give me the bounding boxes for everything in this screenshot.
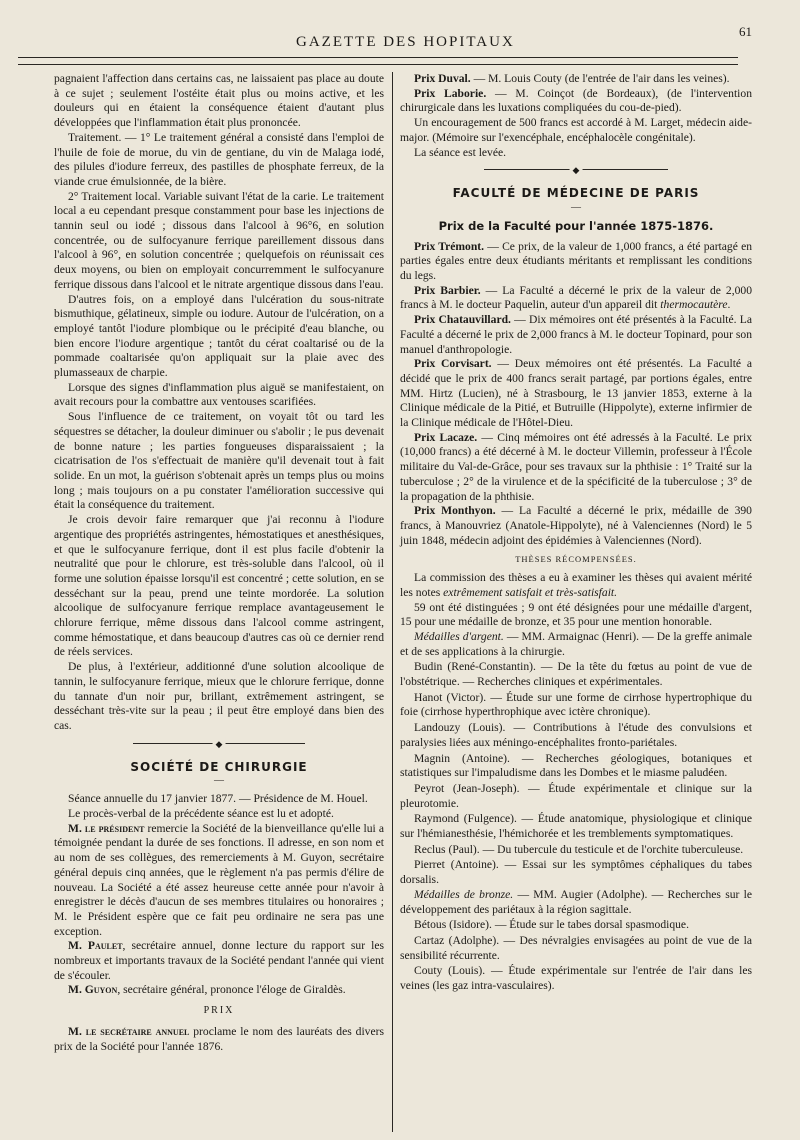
prix-chatauvillard [400,313,752,357]
theses-label: THÈSES RÉCOMPENSÉES. [515,554,637,565]
title-dash: — [214,775,224,787]
prize-name: Prix Trémont. [414,239,485,253]
prix-barbier [400,284,752,313]
medal-text: — MM. Augier (Adolphe). — Recherches sur le développement des pariétaux à la région sagittale. [400,887,752,916]
list-item: Bétous (Isidore). — Étude sur le tabes dorsal spasmodique. [414,918,689,932]
prix-tremont [400,240,752,284]
prize-text: — Cinq mémoires ont été adressés à la Faculté. Le prix (10,000 francs) a été décerné à M. le docteur Villemin, professeur à l'École militaire du Val-de-Grâce, pour ses travaux sur la phthisie : 1° Traité sur la tuberculose ; 2° de la virulence et de la spécificité de la tuberculose ; 3° de la propagation de la phthisie. [400,430,753,503]
medal-label: Médailles d'argent. [414,629,504,643]
prize-name: Prix Laborie. [414,86,487,100]
paragraph: Lorsque des signes d'inflammation plus aiguë se manifestaient, on avait recours pour la combattre aux ventouses scarifiées. [54,380,384,409]
speaker-text: proclame le nom des lauréats des divers prix de la Société pour l'année 1876. [54,1024,384,1053]
list-item: Magnin (Antoine). — Recherches géologiques, botaniques et statistiques sur l'impaludisme dans les Dombes et le miasme paludéen. [400,751,752,780]
paragraph: De plus, à l'extérieur, additionné d'une solution alcoolique de tannin, le sulfocyanure ferrique, mieux que le chlorure ferrique, donne du tannate d'un noir pur, brillant, extrêmement astringent, se desséchant très-vite sur la peau ; il peut être employé dans bien des cas. [54,660,384,732]
left-column [54,72,384,1054]
list-item: Couty (Louis). — Étude expérimentale sur l'entrée de l'air dans les veines (les gaz intra-vasculaires). [400,964,752,993]
prize-text: — La Faculté a décerné le prix, médaille de 390 francs, à Manouvriez (Anatole-Hippolyte), né à Valenciennes (Nord) le 5 juin 1848, médecin adjoint des épidémies à Valenciennes (Nord). [400,504,752,547]
medal-label: Médailles de bronze. [414,887,514,901]
list-item: Peyrot (Jean-Joseph). — Étude expérimentale et clinique sur la pleurotomie. [400,781,752,810]
prix-laborie [400,87,752,116]
paulet-paragraph [54,939,384,983]
speaker-name: M. Guyon [68,983,118,997]
list-item: Hanot (Victor). — Étude sur une forme de cirrhose hypertrophique du foie (cirrhose hyperthrophique avec ictère chronique). [400,690,752,719]
guyon-paragraph [54,983,384,998]
speaker-text: remercie la Société de la bienveillance qu'elle lui a témoignée pendant la durée de ses fonctions. Il adresse, en son nom et au nom de ses collègues, des remerciements à M. Guyon, secrétaire général depuis cinq années, que le règlement n'a pas permis d'élire de nouveau. La Société a été assez heureuse cette année pour n'avoir à enregistrer le décès d'aucun de ses membres titulaires ou honoraires ; M. le Président espère que ce fait peu ordinaire ne sera pas une exception. [54,821,384,938]
list-item: Reclus (Paul). — Du tubercule du testicule et de l'orchite tuberculeuse. [414,842,744,856]
list-item: Budin (René-Constantin). — De la tête du fœtus au point de vue de l'obstétrique. — Recherches cliniques et expérimentales. [400,660,752,689]
proces-verbal: Le procès-verbal de la précédente séance est lu et adopté. [68,807,334,821]
paragraph-traitement: Traitement. — 1° Le traitement général a consisté dans l'emploi de l'huile de foie de morue, du vin de gentiane, du vin de Malaga iodé, des pilules d'iodure ferreux, des pastilles de phosphate ferreux, de la viande crue émulsionnée, de la bière. [54,130,384,188]
list-item: Raymond (Fulgence). — Étude anatomique, physiologique et clinique sur l'hémianesthésie, l'hémichorée et les tremblements symptomatiques. [400,812,752,841]
faculty-title: FACULTÉ DE MÉDECINE DE PARIS [452,186,700,201]
prize-text: — M. Louis Couty (de l'entrée de l'air dans les veines). [470,72,730,85]
prix-label: PRIX [203,1005,235,1017]
seance-levee: La séance est levée. [414,145,507,159]
theses-intro [400,571,752,600]
prize-text: — Deux mémoires ont été présentés. La Faculté a décidé que le prix de 400 francs serait partagé, par portions égales, entre MM. Hirtz (Lucien), né à Strasbourg, le 13 janvier 1853, externe à la Clinique médicale de la Pitié, et Butruille (Hippolyte), externe infirmier de la Clinique médicale de l'Hôtel-Dieu. [400,357,752,430]
prix-faculte-heading: Prix de la Faculté pour l'année 1875-1876. [438,218,714,233]
list-item: Landouzy (Louis). — Contributions à l'étude des convulsions et paralysies liées aux méningo-encéphalites fronto-pariétales. [400,721,752,749]
encouragement: Un encouragement de 500 francs est accordé à M. Larget, médecin aide-major. (Mémoire sur l'exencéphale, encéphalocèle congénitale). [400,116,752,144]
title-dash: — [571,201,581,213]
prize-name: Prix Monthyon. [414,504,496,518]
paragraph: D'autres fois, on a employé dans l'ulcération du sous-nitrate bismuthique, gélatineux, simple ou iodure. Autour de l'ulcération, on a employé tantôt l'iodure plombique ou le précipité d'eau blanche, ou bien encore l'iodure argentique ; tantôt du cérat coaltarisé ou de la pommade coaltarisée qu'on appliquait sur la plaie avec des plumasseaux de charpie. [54,292,384,380]
medailles-argent [400,630,752,659]
speaker-name: M. Paulet [68,939,123,953]
period: . [727,298,731,312]
speaker-text: , secrétaire général, prononce l'éloge de Giraldès. [117,983,346,997]
journal-title: GAZETTE DES HOPITAUX [296,34,515,50]
prize-text: — M. Coinçot (de Bordeaux), (de l'intervention chirurgicale dans les luxations compliquées du cou-de-pied). [400,86,752,115]
prize-text: — Dix mémoires ont été présentés à la Faculté. La Faculté a décerné le prix de 2,000 francs à M. le docteur Topinard, pour son manuel d'anthropologie. [400,313,752,356]
paragraph: Je crois devoir faire remarquer que j'ai reconnu à l'iodure argentique des propriétés astringentes, hémostatiques et anesthésiques, et que le sulfocyanure ferrique, dont il est plus facile d'obtenir la neutralité que pour le chlorure, est très-soluble dans l'alcool, où il forme une solution épaisse lorsqu'il est concentré ; cette solution, en se desséchant sur la peau, prend une teinte mordorée. La solution alcoolique de sulfocyanure ferrique remplace avantageusement le chlorure ferrique, même dissous dans l'alcool comme astringent, comme hémostatique, et dans beaucoup d'autres cas où ce dernier rend de réels services. [54,513,384,659]
column-divider [392,72,393,1132]
prix-lacaze [400,431,752,505]
speaker-name: M. le secrétaire annuel [68,1024,190,1038]
seance-line: Séance annuelle du 17 janvier 1877. — Présidence de M. Houel. [68,792,368,806]
page-number: 61 [739,24,752,39]
theses-text: La commission des thèses a eu à examiner les thèses qui avaient mérité les notes [400,571,752,599]
prize-name: Prix Corvisart. [414,357,492,371]
prix-monthyon [400,504,752,548]
page-header [0,18,800,68]
prize-name: Prix Duval. [414,72,471,85]
prize-name: Prix Chatauvillard. [414,313,511,327]
section-title: SOCIÉTÉ DE CHIRURGIE [130,759,308,774]
medal-text: — MM. Armaignac (Henri). — De la greffe animale et de ses applications à la chirurgie. [400,629,752,658]
list-item: Cartaz (Adolphe). — Des névralgies envisagées au point de vue de la sensibilité récurrente. [400,933,752,962]
speaker-text: , secrétaire annuel, donne lecture du rapport sur les nombreux et importants travaux de la Société pendant l'année qui vient de s'écouler. [54,939,384,982]
prize-name: Prix Lacaze. [414,430,478,444]
right-column [400,72,752,994]
prize-italic: thermocautère [660,298,728,312]
header-rule-thin [18,64,738,65]
theses-counts: 59 ont été distinguées ; 9 ont été désignées pour une médaille d'argent, 15 pour une médaille de bronze, et 35 pour une mention honorable. [400,600,752,629]
prix-duval [400,72,752,87]
prix-corvisart [400,357,752,431]
medailles-bronze [400,888,752,917]
list-item: Pierret (Antoine). — Essai sur les symptômes céphaliques du tabes dorsalis. [400,858,752,887]
paragraph: 2° Traitement local. Variable suivant l'état de la carie. Le traitement local a eu cependant presque constamment pour base les injections de tannin seul ou iodé ; dissous dans l'alcool à 96°6, en solution concentrée, ou de sulfocyanure ferrique pareillement dissous dans l'alcool à 96°, en solution concentrée ; quelquefois on réunissait ces deux moyens, ou bien on employait concurremment le sulfocyanure ferrique dissous dans l'alcool et le nitrate argentique dissous dans l'eau. [54,189,384,291]
speaker-name: M. le président [68,821,145,835]
paragraph: pagnaient l'affection dans certains cas, ne laissaient pas place au doute à ce sujet ; seulement l'ostéite était plus ou moins active, et les douleurs qui en étaient la conséquence étaient d'autant plus développées que l'inflammation était plus prononcée. [54,72,384,130]
theses-italic: extrêmement satisfait et très-satisfait. [443,585,618,599]
header-rule [18,57,738,58]
paragraph: Sous l'influence de ce traitement, on voyait tôt ou tard les séquestres se détacher, la douleur diminuer ou s'abolir ; le pus devenait de bonne nature ; les parties fongueuses disparaissaient ; la cicatrisation de l'os s'effectuait de manière qu'il devenait tout à fait solide. En un mot, la guérison s'obtenait après un temps plus ou moins long ; mais toujours on a pu constater l'amélioration successive qui était la conséquence du traitement. [54,410,384,512]
section-separator: ◆ [400,160,752,178]
prize-name: Prix Barbier. [414,283,481,297]
prize-text: — La Faculté a décerné le prix de la valeur de 2,000 francs à M. le docteur Paquelin, auteur d'un appareil dit [400,283,752,312]
secretaire-paragraph [54,1025,384,1054]
prize-text: — Ce prix, de la valeur de 1,000 francs, a été partagé en parties égales entre deux étudiants méritants et remplissant les conditions du legs. [400,239,753,283]
section-separator: ◆ [54,734,384,752]
president-paragraph [54,822,384,940]
